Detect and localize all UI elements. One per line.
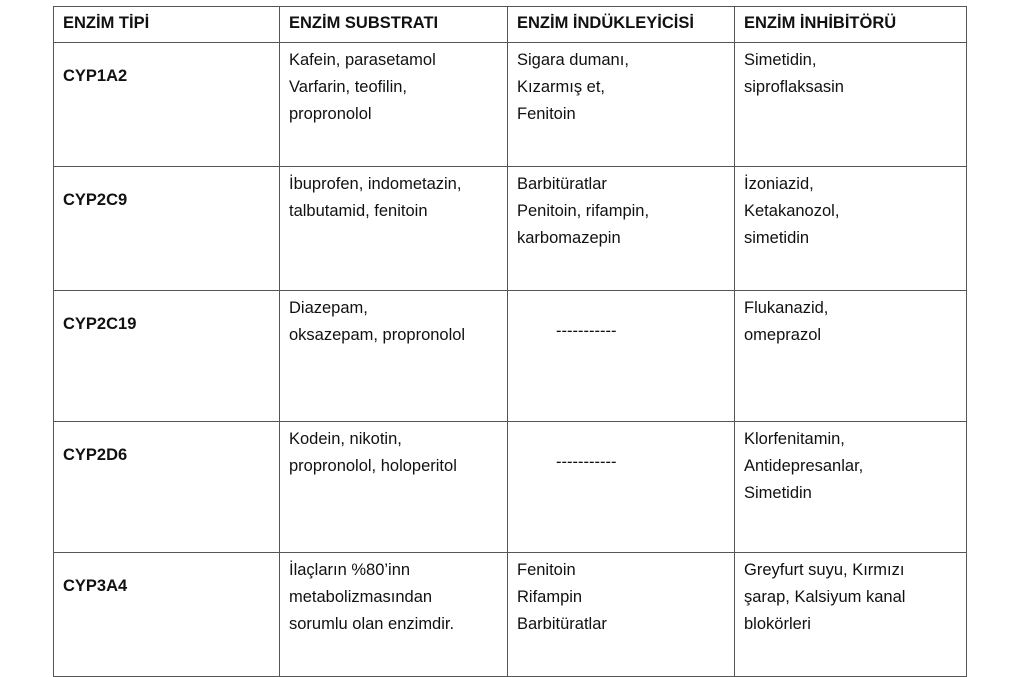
table-row (54, 422, 967, 553)
substrate-line: Varfarin, teofilin, (289, 78, 407, 96)
enzyme-type-cell: CYP2D6 (54, 422, 280, 553)
substrate-line: Diazepam, (289, 299, 368, 317)
inducer-line: Kızarmış et, (517, 78, 606, 96)
inhibitor-line: Flukanazid, (744, 299, 829, 317)
substrate-line: metabolizmasından (289, 588, 433, 606)
substrate-line: oksazepam, propronolol (289, 326, 466, 344)
inhibitor-cell (735, 422, 967, 553)
table-row (54, 43, 967, 167)
substrate-line: İlaçların %80’inn (289, 561, 411, 579)
inhibitor-line: simetidin (744, 229, 810, 247)
inhibitor-line: Simetidin, (744, 51, 817, 69)
header-row (54, 7, 967, 43)
inducer-line: Sigara dumanı, (517, 51, 629, 69)
inhibitor-line: şarap, Kalsiyum kanal (744, 588, 906, 606)
substrate-line: talbutamid, fenitoin (289, 202, 428, 220)
substrate-line: Kafein, parasetamol (289, 51, 436, 69)
inhibitor-cell (735, 291, 967, 422)
inducer-line: Barbitüratlar (517, 175, 607, 193)
inducer-cell (508, 291, 735, 422)
table-row (54, 167, 967, 291)
header-inhibitor: ENZİM İNHİBİTÖRÜ (735, 7, 967, 43)
inhibitor-line: Greyfurt suyu, Kırmızı (744, 561, 905, 579)
substrate-cell (280, 167, 508, 291)
enzyme-type-cell: CYP2C19 (54, 291, 280, 422)
inhibitor-line: omeprazol (744, 326, 822, 344)
inducer-line: Fenitoin (517, 561, 576, 579)
inhibitor-cell (735, 553, 967, 677)
enzyme-table (53, 6, 967, 677)
substrate-cell (280, 422, 508, 553)
substrate-line: İbuprofen, indometazin, (289, 175, 462, 193)
substrate-cell (280, 553, 508, 677)
inducer-line: karbomazepin (517, 229, 621, 247)
substrate-line: Kodein, nikotin, (289, 430, 402, 448)
enzyme-type-cell: CYP3A4 (54, 553, 280, 677)
substrate-line: propronolol (289, 105, 372, 123)
header-enzyme-type: ENZİM TİPİ (54, 7, 280, 43)
header-inducer: ENZİM İNDÜKLEYİCİSİ (508, 7, 735, 43)
inhibitor-line: İzoniazid, (744, 175, 814, 193)
inducer-cell (508, 422, 735, 553)
inducer-cell (508, 167, 735, 291)
inhibitor-cell (735, 167, 967, 291)
inhibitor-line: Antidepresanlar, (744, 457, 864, 475)
enzyme-type-cell: CYP2C9 (54, 167, 280, 291)
inducer-line: ----------- (556, 453, 617, 471)
substrate-cell (280, 43, 508, 167)
substrate-line: propronolol, holoperitol (289, 457, 457, 475)
inducer-cell (508, 43, 735, 167)
inducer-line: ----------- (556, 322, 617, 340)
substrate-line: sorumlu olan enzimdir. (289, 615, 455, 633)
inhibitor-cell (735, 43, 967, 167)
inhibitor-line: Ketakanozol, (744, 202, 840, 220)
header-substrate: ENZİM SUBSTRATI (280, 7, 508, 43)
table-row (54, 553, 967, 677)
substrate-cell (280, 291, 508, 422)
inducer-cell (508, 553, 735, 677)
inducer-line: Rifampin (517, 588, 583, 606)
table-row (54, 291, 967, 422)
enzyme-type-cell: CYP1A2 (54, 43, 280, 167)
inducer-line: Penitoin, rifampin, (517, 202, 650, 220)
inhibitor-line: siproflaksasin (744, 78, 844, 96)
inhibitor-line: Klorfenitamin, (744, 430, 845, 448)
inhibitor-line: blokörleri (744, 615, 811, 633)
inducer-line: Fenitoin (517, 105, 576, 123)
inducer-line: Barbitüratlar (517, 615, 607, 633)
inhibitor-line: Simetidin (744, 484, 812, 502)
